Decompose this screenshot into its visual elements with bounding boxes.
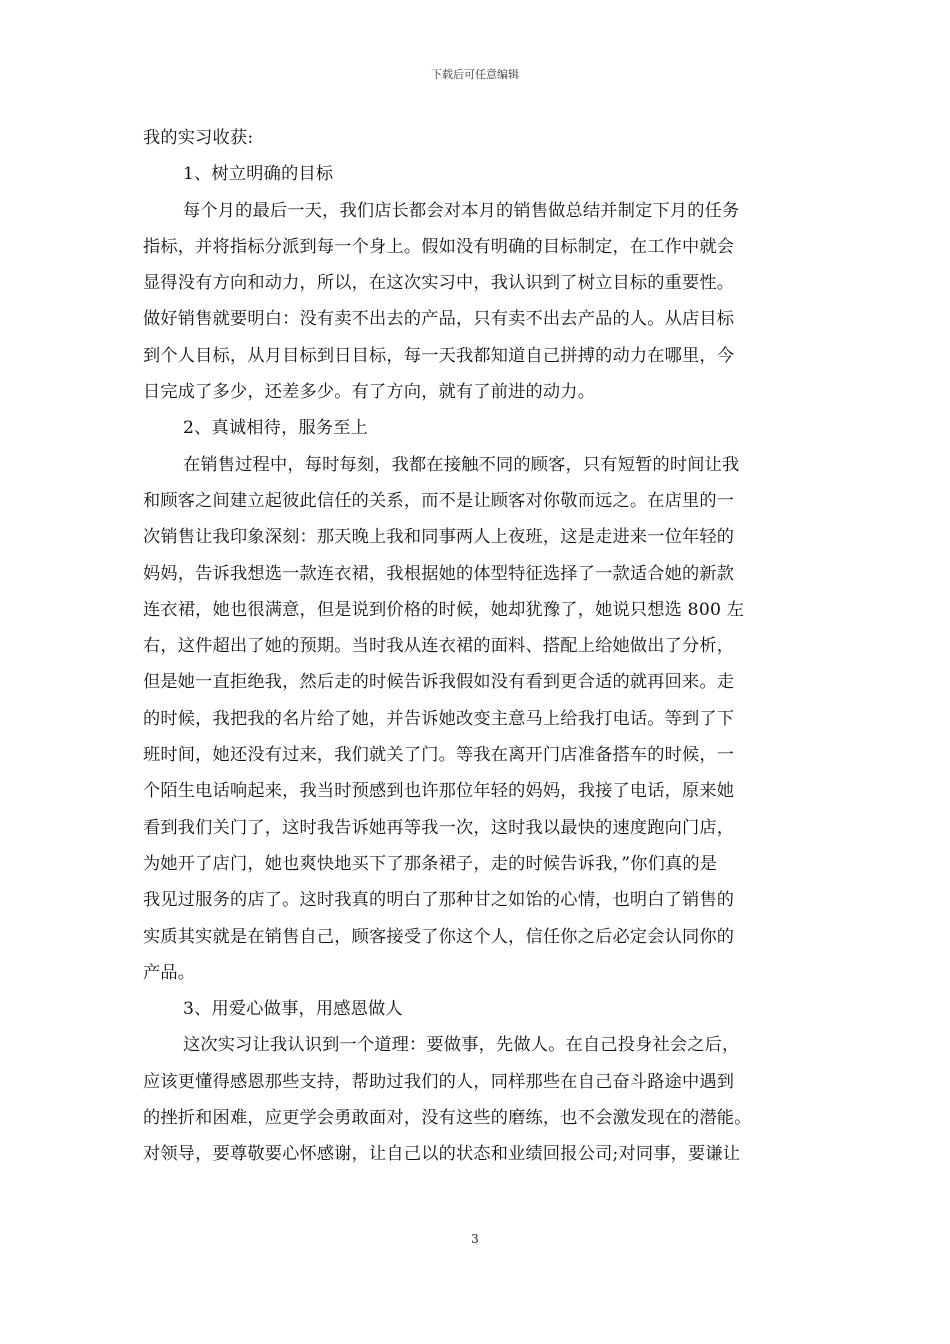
text-line: 指标，并将指标分派到每一个身上。假如没有明确的目标制定，在工作中就会 [143, 236, 735, 257]
text-line: 和顾客之间建立起彼此信任的关系，而不是让顾客对你敬而远之。在店里的一 [143, 490, 735, 511]
text-line: 我见过服务的店了。这时我真的明白了那种甘之如饴的心情，也明白了销售的 [143, 890, 735, 911]
text-line: 我的实习收获: [143, 128, 254, 148]
text-line: 到个人目标，从月目标到日目标，每一天我都知道自己拼搏的动力在哪里，今 [143, 345, 735, 366]
text-line: 班时间，她还没有过来，我们就关了门。等我在离开门店准备搭车的时候，一 [143, 745, 735, 766]
document-body [143, 120, 823, 1173]
text-line: 但是她一直拒绝我，然后走的时候告诉我假如没有看到更合适的就再回来。走 [143, 672, 735, 693]
text-line: 为她开了店门，她也爽快地买下了那条裙子，走的时候告诉我，”你们真的是 [143, 853, 718, 874]
text-line: 产品。 [143, 962, 196, 983]
text-line: 个陌生电话响起来，我当时预感到也许那位年轻的妈妈，我接了电话，原来她 [143, 781, 735, 802]
text-line: 的时候，我把我的名片给了她，并告诉她改变主意马上给我打电话。等到了下 [143, 708, 735, 729]
page-header: 下载后可任意编辑 [431, 68, 519, 81]
text-line: 应该更懂得感恩那些支持，帮助过我们的人，同样那些在自己奋斗路途中遇到 [143, 1071, 735, 1092]
text-line: 连衣裙，她也很满意，但是说到价格的时候，她却犹豫了，她说只想选 800 左 [143, 599, 745, 620]
text-line: 3、用爱心做事，用感恩做人 [183, 999, 403, 1020]
text-line: 做好销售就要明白：没有卖不出去的产品，只有卖不出去产品的人。从店目标 [143, 309, 735, 330]
text-line: 实质其实就是在销售自己，顾客接受了你这个人，信任你之后必定会认同你的 [143, 926, 735, 947]
text-line: 的挫折和困难，应更学会勇敢面对，没有这些的磨练，也不会激发现在的潜能。 [143, 1108, 752, 1129]
text-line: 日完成了多少，还差多少。有了方向，就有了前进的动力。 [143, 382, 596, 403]
text-line: 显得没有方向和动力，所以，在这次实习中，我认识到了树立目标的重要性。 [143, 273, 735, 294]
text-line: 每个月的最后一天，我们店长都会对本月的销售做总结并制定下月的任务 [183, 200, 740, 221]
page-number: 3 [471, 1232, 479, 1246]
text-line: 对领导，要尊敬要心怀感谢，让自己以的状态和业绩回报公司;对同事，要谦让 [143, 1144, 741, 1165]
text-line: 看到我们关门了，这时我告诉她再等我一次，这时我以最快的速度跑向门店， [143, 817, 735, 838]
text-line: 2、真诚相待，服务至上 [183, 418, 369, 439]
text-line: 这次实习让我认识到一个道理：要做事，先做人。在自己投身社会之后， [183, 1035, 740, 1056]
text-line: 次销售让我印象深刻：那天晚上我和同事两人上夜班，这是走进来一位年轻的 [143, 527, 735, 548]
text-line: 在销售过程中，每时每刻，我都在接触不同的顾客，只有短暂的时间让我 [183, 454, 740, 475]
text-line: 妈妈，告诉我想选一款连衣裙，我根据她的体型特征选择了一款适合她的新款 [143, 563, 735, 584]
text-line: 1、树立明确的目标 [183, 164, 334, 185]
text-line: 右，这件超出了她的预期。当时我从连衣裙的面料、搭配上给她做出了分析， [143, 636, 735, 657]
